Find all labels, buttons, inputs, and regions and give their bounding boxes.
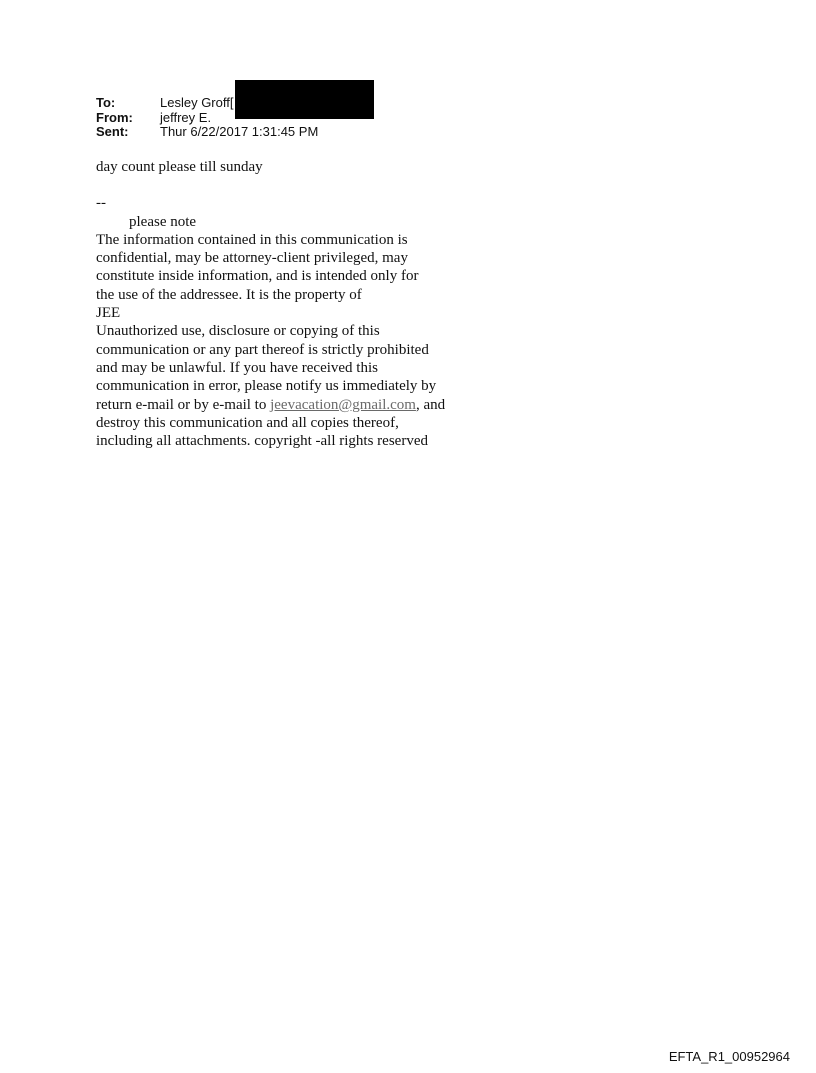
disclaimer-line: and may be unlawful. If you have received this <box>96 359 378 376</box>
disclaimer-line: constitute inside information, and is intended only for <box>96 268 419 285</box>
disclaimer-line: The information contained in this communication is <box>96 231 408 248</box>
disclaimer-line: communication or any part thereof is strictly prohibited <box>96 341 429 358</box>
signature-separator: -- <box>96 195 106 212</box>
email-header <box>96 96 318 140</box>
from-row <box>96 111 318 126</box>
to-row <box>96 96 318 111</box>
sent-label: Sent: <box>96 124 129 139</box>
sent-value: Thur 6/22/2017 1:31:45 PM <box>160 124 319 139</box>
from-value: jeffrey E. <box>160 109 212 125</box>
email-link[interactable]: jeevacation@gmail.com <box>270 396 416 413</box>
sent-row <box>96 125 318 140</box>
email-body <box>96 158 476 450</box>
disclaimer-link-line <box>96 396 476 414</box>
disclaimer-line: destroy this communication and all copies thereof, <box>96 414 399 431</box>
note-heading: please note <box>129 213 197 230</box>
to-label: To: <box>96 95 116 110</box>
from-label: From: <box>96 109 133 125</box>
disclaimer-line: communication in error, please notify us immediately by <box>96 378 437 395</box>
to-value: Lesley Groff[ <box>160 95 234 110</box>
disclaimer-line: confidential, may be attorney-client privileged, may <box>96 250 408 267</box>
message-text: day count please till sunday <box>96 159 263 175</box>
document-id: EFTA_R1_00952964 <box>668 1049 790 1064</box>
disclaimer-line: JEE <box>96 305 121 322</box>
disclaimer-line: Unauthorized use, disclosure or copying of this <box>96 323 380 340</box>
link-line-prefix: return e-mail or by e-mail to <box>96 396 271 413</box>
link-line-suffix: , and <box>415 396 446 413</box>
disclaimer-line: including all attachments. copyright -all rights reserved <box>96 433 428 450</box>
disclaimer-line: the use of the addressee. It is the property of <box>96 286 362 303</box>
paragraph-gap <box>96 176 476 194</box>
